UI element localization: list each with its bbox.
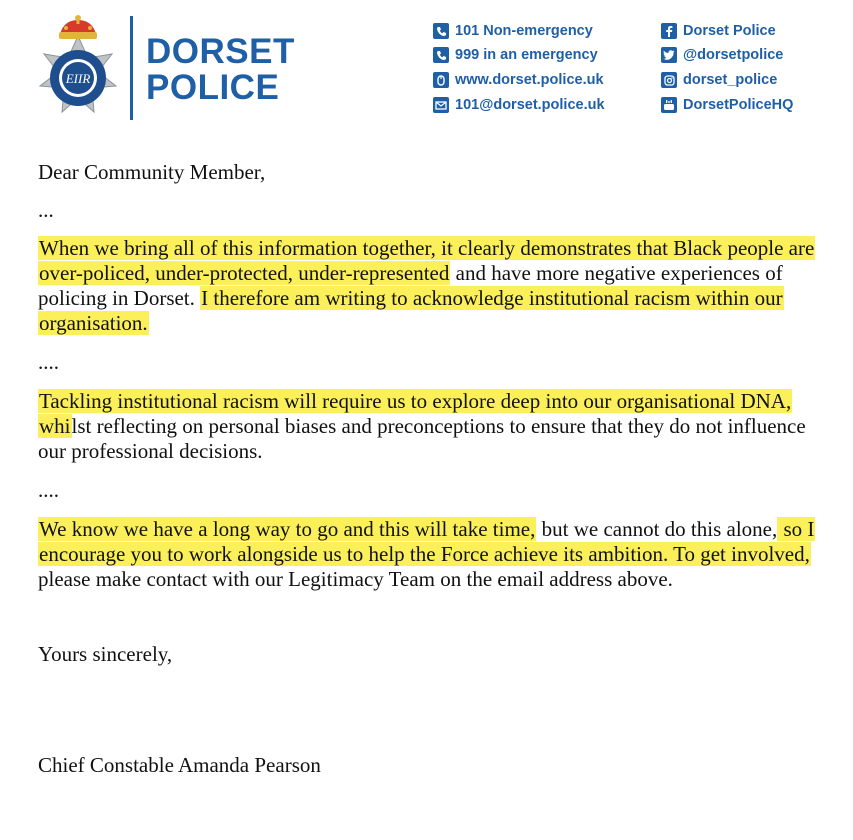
paragraph-2 [38,389,828,464]
brand-line-1: DORSET [146,32,295,71]
phone-icon [433,23,449,39]
brand-line-2: POLICE [146,68,280,107]
header-divider [130,16,133,120]
paragraph-1 [38,236,828,336]
letterhead [0,0,853,140]
brand-name [146,34,295,106]
contact-website[interactable] [433,71,604,89]
contact-emergency[interactable] [433,46,598,64]
contact-twitter[interactable] [661,46,783,64]
contact-non-emergency[interactable] [433,22,593,40]
envelope-icon [433,97,449,113]
contact-youtube[interactable] [661,96,793,114]
twitter-icon [661,47,677,63]
youtube-icon [661,97,677,113]
ellipsis: .... [38,350,59,374]
paragraph-3 [38,517,828,592]
contact-facebook[interactable] [661,22,776,40]
contact-text: Dorset Police [683,23,776,39]
plain-text: please make contact with our Legitimacy Team on the email address above. [38,567,673,591]
contact-text: 999 in an emergency [455,47,598,63]
contact-text: 101 Non-emergency [455,23,593,39]
contact-text: 101@dorset.police.uk [455,97,605,113]
contact-text: www.dorset.police.uk [455,72,604,88]
signature: Chief Constable Amanda Pearson [38,753,321,777]
plain-text: lst reflecting on personal biases and preconceptions to ensure that they do not influence our professional decisions. [38,414,806,463]
contact-instagram[interactable] [661,71,777,89]
closing: Yours sincerely, [38,642,173,666]
highlighted-text: Tackling institutional racism will require us to explore deep into our organisational DNA, whi [39,389,792,438]
plain-text: and have more negative experiences of policing in Dorset. [38,261,783,310]
highlighted-text: When we bring all of this information together, it clearly demonstrates that Black people are over-policed, under-protected, under-represented [39,236,815,285]
contact-text: @dorsetpolice [683,47,784,63]
phone-icon [433,47,449,63]
facebook-icon [661,23,677,39]
highlighted-text: We know we have a long way to go and this will take time, [39,517,536,541]
plain-text: but we cannot do this alone, [536,517,778,541]
contact-text: dorset_police [683,72,778,88]
highlighted-text: so I encourage you to work alongside us to help the Force achieve its ambition. To get involved, [39,517,815,566]
svg-text:EIIR: EIIR [65,71,91,86]
contact-text: DorsetPoliceHQ [683,97,794,113]
salutation: Dear Community Member, [38,160,266,184]
instagram-icon [661,72,677,88]
ellipsis: ... [38,198,54,222]
ellipsis: .... [38,478,59,502]
highlighted-text: I therefore am writing to acknowledge institutional racism within our organisation. [39,286,783,335]
contact-email[interactable] [433,96,605,114]
dorset-police-crest-icon [28,14,128,122]
letter-body [38,160,828,778]
mouse-icon [433,72,449,88]
